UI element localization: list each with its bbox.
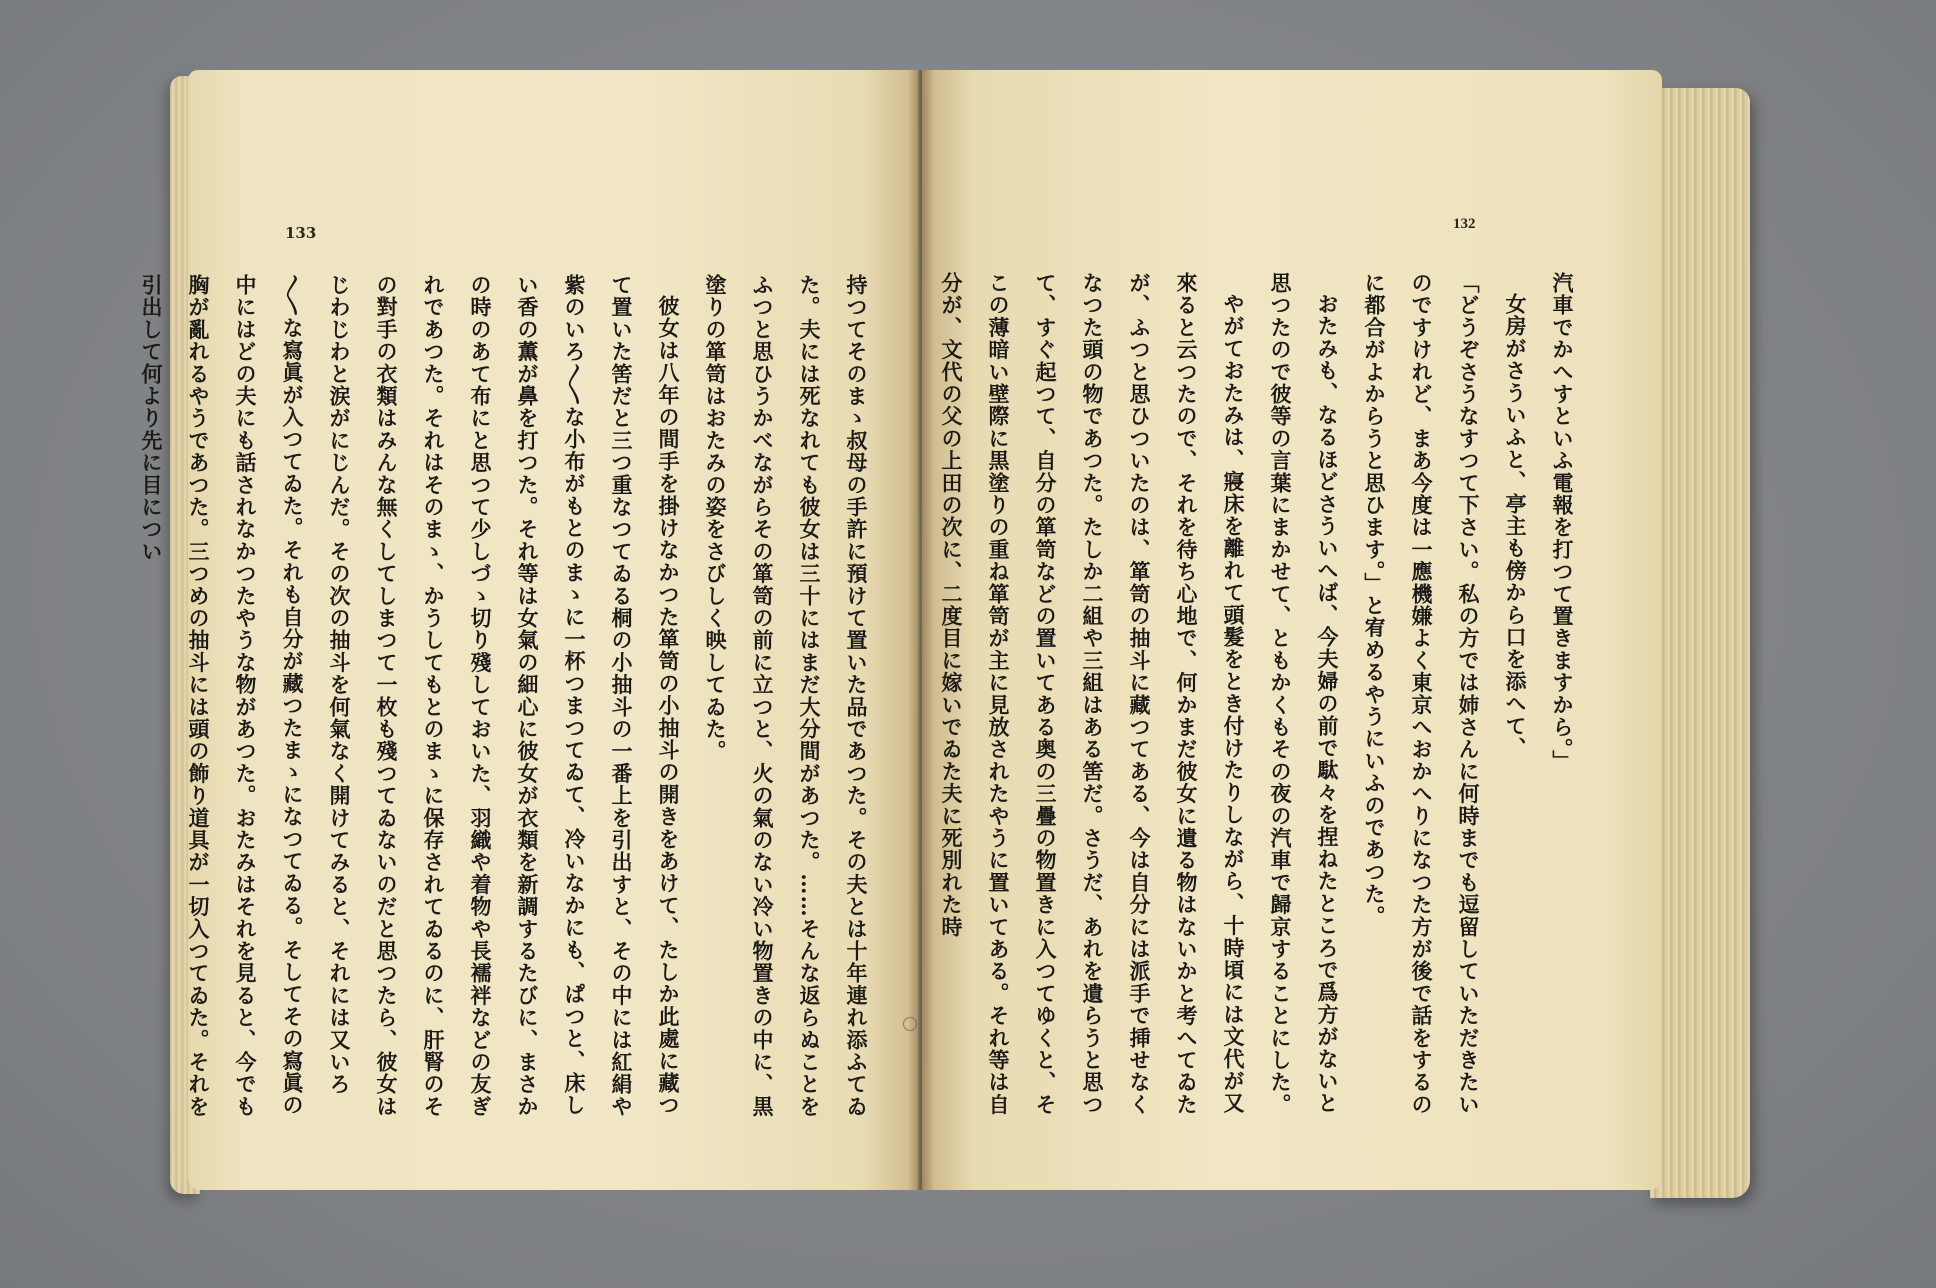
page-edges-right	[1650, 88, 1750, 1198]
ink-mark-icon	[903, 1017, 917, 1031]
right-paragraph-5: やがておたみは、寢床を離れて頭髮をとき付けたりしながら、十時頃には文代が又來ると云つたので、それを待ち心地で、何かまだ彼女に遺る物はないかと考へてゐたが、ふつと思ひついたのは、箪笥の抽斗に藏つてある、今は自分には派手で挿せなくなつた頭の物であつた。たしか二組や三組はある筈だ。さうだ、あれを遺らうと思つて、すぐ起つて、自分の箪笥などの置いてある奥の三疊の物置きに入つてゆくと、そこの薄暗い壁際に黒塗りの重ね箪笥が主に見放されたやうに置いてある。それ等は自分が、文代の父の上田の次に、二度目に嫁いでゐた夫に死別れた時	[939, 272, 1245, 1116]
open-book	[139, 70, 1750, 1210]
right-page-number: 132	[1453, 216, 1476, 232]
left-paragraph-2: 彼女は八年の間手を掛けなかつた箪笥の小抽斗の開きをあけて、たしか此處に藏つて置いた筈だと三つ重なつてゐる桐の小抽斗の一番上を引出すと、その中には紅絹や紫のいろ〳〵な小布がもとのまゝに一杯つまつてゐて、冷いなかにも、ぱつと、床しい香の薫が鼻を打つた。それ等は女氣の細心に彼女が衣類を新調するたびに、まさかの時のあて布にと思つて少しづゝ切り殘しておいた、羽織や着物や長襦袢などの友ぎれであつた。それはそのまゝ、かうしてもとのまゝに保存されてゐるのに、肝腎のその對手の衣類はみんな無くしてしまつて一枚も殘つてゐないのだと思つたら、彼女はじわじわと涙がにじんだ。その次の抽斗を何氣なく開けてみると、それには又いろ〳〵な寫眞が入つてゐた。それも自分が藏つたまゝになつてゐる。そしてその寫眞の中にはどの夫にも話されなかつたやうな物があつた。おたみはそれを見ると、今でも胸が亂れるやうであつた。三つめの抽斗には頭の飾り道具が一切入つてゐた。それを引出して何より先に目につい	[139, 274, 681, 1118]
right-paragraph-4: おたみも、なるほどさういへば、今夫婦の前で駄々を捏ねたところで爲方がないと思つたので彼等の言葉にまかせて、ともかくもその夜の汽車で歸京することにした。	[1268, 272, 1339, 1116]
right-page-text	[939, 272, 1585, 1128]
left-paragraph-1: 持つてそのまゝ叔母の手許に預けて置いた品であつた。その夫とは十年連れ添ふてゐた。夫には死なれても彼女は三十にはまだ大分間があつた。……そんな返らぬことをふつと思ひうかべながらその箪笥の前に立つと、火の氣のない冷い物置きの中に、黒塗りの箪笥はおたみの姿をさびしく映してゐた。	[703, 274, 869, 1118]
right-paragraph-2: 女房がさういふと、亭主も傍から口を添へて、	[1503, 293, 1527, 760]
right-paragraph-1: 汽車でかへすといふ電報を打つて置きますから。」	[1550, 272, 1574, 773]
left-page-text	[139, 274, 880, 1130]
right-paragraph-3: 「どうぞさうなすつて下さい。私の方では姉さんに何時までも逗留していただきたいのですけれど、まあ今度は一應機嫌よく東京へおかへりになつた方が後で話をするのに都合がよからうと思ひます。」と宥めるやうにいふのであつた。	[1362, 272, 1480, 1116]
left-page	[139, 70, 918, 1190]
left-page-number: 133	[285, 224, 317, 242]
